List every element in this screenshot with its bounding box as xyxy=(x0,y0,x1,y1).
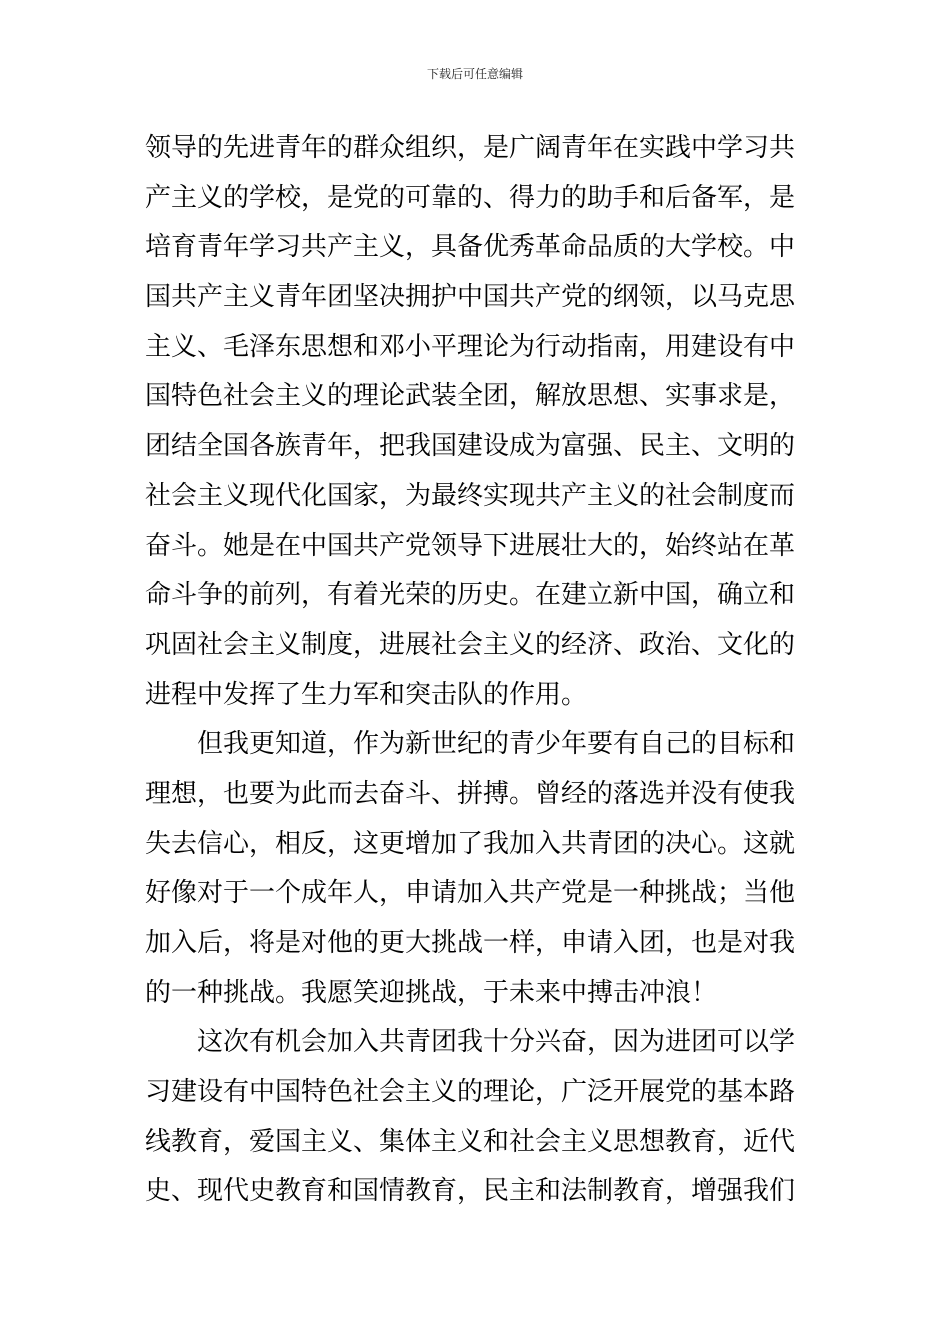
text-line: 主义、毛泽东思想和邓小平理论为行动指南，用建设有中 xyxy=(145,331,796,362)
text-line: 的一种挑战。我愿笑迎挑战，于未来中搏击冲浪！ xyxy=(145,977,718,1008)
text-line: 领导的先进青年的群众组织，是广阔青年在实践中学习共 xyxy=(145,133,796,163)
text-line: 巩固社会主义制度，进展社会主义的经济、政治、文化的 xyxy=(145,629,796,660)
text-line: 线教育，爱国主义、集体主义和社会主义思想教育，近代 xyxy=(145,1126,796,1157)
text-line: 史、现代史教育和国情教育，民主和法制教育，增强我们 xyxy=(145,1176,796,1207)
body-text xyxy=(145,124,810,1217)
text-line: 失去信心，相反，这更增加了我加入共青团的决心。这就 xyxy=(145,828,796,859)
text-line: 命斗争的前列，有着光荣的历史。在建立新中国，确立和 xyxy=(145,580,796,611)
text-line: 产主义的学校，是党的可靠的、得力的助手和后备军，是 xyxy=(145,182,796,213)
text-line: 习建设有中国特色社会主义的理论，广泛开展党的基本路 xyxy=(145,1077,796,1108)
page-header: 下载后可任意编辑 xyxy=(426,67,523,81)
text-line: 社会主义现代化国家，为最终实现共产主义的社会制度而 xyxy=(145,480,796,511)
text-line: 但我更知道，作为新世纪的青少年要有自己的目标和 xyxy=(145,729,796,760)
text-line: 好像对于一个成年人，申请加入共产党是一种挑战；当他 xyxy=(145,878,796,909)
text-line: 加入后，将是对他的更大挑战一样，申请入团，也是对我 xyxy=(145,928,796,958)
text-line: 团结全国各族青年，把我国建设成为富强、民主、文明的 xyxy=(145,431,796,462)
text-line: 国共产主义青年团坚决拥护中国共产党的纲领，以马克思 xyxy=(145,282,796,313)
text-line: 这次有机会加入共青团我十分兴奋，因为进团可以学 xyxy=(145,1027,796,1058)
text-line: 进程中发挥了生力军和突击队的作用。 xyxy=(145,679,588,710)
text-line: 奋斗。她是在中国共产党领导下进展壮大的，始终站在革 xyxy=(145,530,796,561)
text-line: 理想，也要为此而去奋斗、拼搏。曾经的落选并没有使我 xyxy=(145,778,796,809)
text-line: 国特色社会主义的理论武装全团，解放思想、实事求是， xyxy=(145,381,796,412)
text-line: 培育青年学习共产主义，具备优秀革命品质的大学校。中 xyxy=(145,232,796,263)
